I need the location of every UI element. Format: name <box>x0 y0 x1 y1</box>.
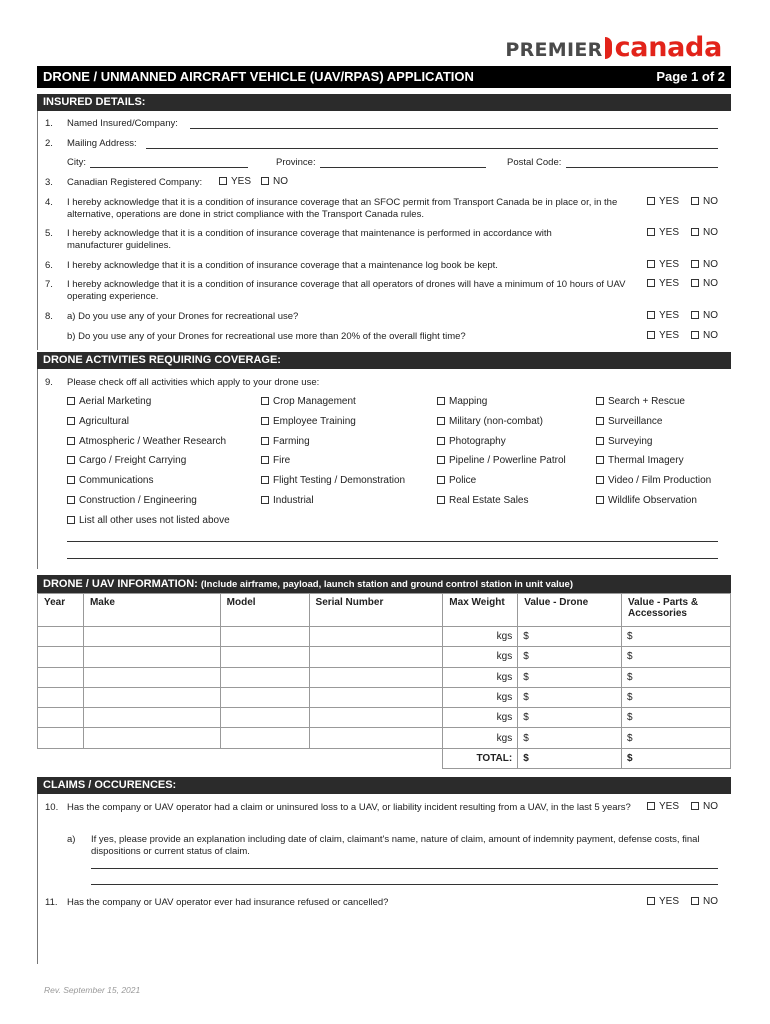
q11-label: Has the company or UAV operator ever had insurance refused or cancelled? <box>67 897 389 908</box>
q11-yes-checkbox[interactable] <box>647 897 655 905</box>
activity-checkbox[interactable] <box>596 437 604 445</box>
activity-checkbox[interactable] <box>261 496 269 504</box>
q11-no-checkbox[interactable] <box>691 897 699 905</box>
q3-yes-checkbox[interactable] <box>219 177 227 185</box>
activity-checkbox[interactable] <box>437 417 445 425</box>
q7-label: I hereby acknowledge that it is a condition of insurance coverage that all operators of drones will have a minimum of 10 hours of UAV operating experience. <box>67 279 626 302</box>
activity-checkbox[interactable] <box>67 417 75 425</box>
activity-label: Video / Film Production <box>608 475 712 487</box>
other-uses-line-1[interactable] <box>67 541 718 542</box>
activity-option[interactable] <box>261 475 405 486</box>
q8a-yes-option[interactable]: YES <box>647 310 683 321</box>
section-left-rule <box>37 794 38 964</box>
uav-cell[interactable] <box>220 667 309 687</box>
uav-cell[interactable] <box>220 708 309 728</box>
title-bar <box>37 66 731 88</box>
q8b-no-option[interactable]: NO <box>691 330 722 341</box>
uav-cell[interactable]: $ <box>622 728 731 748</box>
q3-no-option[interactable]: NO <box>261 176 292 187</box>
activity-checkbox[interactable] <box>437 437 445 445</box>
uav-table-header <box>38 594 731 627</box>
total-row <box>38 748 731 768</box>
q5-no-checkbox[interactable] <box>691 228 699 236</box>
uav-column-header: Value - Drone <box>518 594 622 627</box>
q7-number: 7. <box>45 279 53 290</box>
activity-checkbox[interactable] <box>261 456 269 464</box>
q10-label: Has the company or UAV operator had a claim or uninsured loss to a UAV, or liability incident resulting from a UAV, in the last 5 years? <box>67 802 631 813</box>
activity-checkbox[interactable] <box>67 397 75 405</box>
uav-cell[interactable] <box>38 728 84 748</box>
activity-label: Fire <box>273 455 291 467</box>
uav-cell[interactable] <box>220 647 309 667</box>
section-drone-activities <box>37 352 731 369</box>
activity-option[interactable] <box>596 436 652 447</box>
activity-label: Flight Testing / Demonstration <box>273 475 406 487</box>
activity-option[interactable] <box>67 495 197 506</box>
logo-swoosh-icon <box>605 37 612 59</box>
activity-option[interactable] <box>437 416 543 427</box>
activity-checkbox[interactable] <box>596 456 604 464</box>
uav-cell[interactable]: $ <box>518 748 622 768</box>
q11-no-option[interactable]: NO <box>691 896 722 907</box>
q8b-yes-option[interactable]: YES <box>647 330 683 341</box>
q2-number: 2. <box>45 138 53 149</box>
premier-canada-logo <box>505 32 722 63</box>
uav-cell[interactable]: $ <box>622 708 731 728</box>
uav-cell[interactable] <box>38 627 84 647</box>
activity-option[interactable] <box>261 455 290 466</box>
activity-checkbox[interactable] <box>596 417 604 425</box>
activity-checkbox[interactable] <box>437 397 445 405</box>
q6-label: I hereby acknowledge that it is a condition of insurance coverage that a maintenance log book be kept. <box>67 260 498 271</box>
q10-yes-option[interactable]: YES <box>647 801 683 812</box>
activity-label: List all other uses not listed above <box>79 514 230 526</box>
activity-label: Real Estate Sales <box>449 495 529 506</box>
activity-checkbox[interactable] <box>67 496 75 504</box>
activity-label: Crop Management <box>273 396 356 407</box>
activity-label: Construction / Engineering <box>79 495 197 506</box>
uav-column-header: Year <box>38 594 84 627</box>
activity-checkbox[interactable] <box>67 456 75 464</box>
uav-column-header: Serial Number <box>309 594 443 627</box>
q8a-label: a) Do you use any of your Drones for recreational use? <box>67 311 299 322</box>
activity-checkbox[interactable] <box>261 397 269 405</box>
uav-cell[interactable]: $ <box>518 728 622 748</box>
city-field[interactable] <box>90 167 248 168</box>
q3-yes-option[interactable]: YES <box>219 176 255 187</box>
activity-option[interactable] <box>67 416 129 427</box>
activity-label: Agricultural <box>79 415 130 427</box>
activity-option[interactable] <box>67 436 226 447</box>
q4-no-checkbox[interactable] <box>691 197 699 205</box>
uav-cell[interactable] <box>38 687 84 707</box>
activity-option[interactable] <box>596 475 711 486</box>
q10-no-option[interactable]: NO <box>691 801 722 812</box>
section-heading: INSURED DETAILS: <box>43 96 146 108</box>
uav-cell[interactable] <box>309 728 443 748</box>
activity-option[interactable] <box>67 396 151 407</box>
q8a-yes-checkbox[interactable] <box>647 311 655 319</box>
province-field[interactable] <box>320 167 486 168</box>
q5-label: I hereby acknowledge that it is a condition of insurance coverage that maintenance is performed in accordance with manufacturer guidelines. <box>67 228 552 251</box>
q7-no-option[interactable]: NO <box>691 278 722 289</box>
uav-cell[interactable]: kgs <box>443 647 518 667</box>
section-subheading: (Include airframe, payload, launch station and ground control station in unit value) <box>200 579 573 590</box>
activity-label: Police <box>449 475 477 487</box>
uav-cell[interactable] <box>220 728 309 748</box>
page-title: DRONE / UNMANNED AIRCRAFT VEHICLE (UAV/RPAS) APPLICATION <box>43 69 474 84</box>
q5-no-option[interactable]: NO <box>691 227 722 238</box>
mailing-address-field[interactable] <box>146 148 718 149</box>
uav-cell[interactable] <box>309 687 443 707</box>
q5-number: 5. <box>45 228 53 239</box>
uav-cell[interactable] <box>83 687 220 707</box>
activity-option[interactable] <box>261 495 314 506</box>
section-claims <box>37 777 731 794</box>
activity-option[interactable] <box>437 436 506 447</box>
q4-label: I hereby acknowledge that it is a condition of insurance coverage that an SFOC permit from Transport Canada be in place or, in the alternative, operations are done in strict compliance with the Transport Canada rules. <box>67 197 618 220</box>
q10-yes-checkbox[interactable] <box>647 802 655 810</box>
uav-cell[interactable]: $ <box>518 667 622 687</box>
uav-cell[interactable] <box>38 667 84 687</box>
activity-label: Employee Training <box>273 415 356 427</box>
activity-label: Thermal Imagery <box>608 455 684 467</box>
section-heading: CLAIMS / OCCURENCES: <box>43 779 177 791</box>
table-row <box>38 647 731 667</box>
activity-option[interactable] <box>437 475 476 486</box>
uav-cell <box>38 748 84 768</box>
activity-option[interactable] <box>596 416 662 427</box>
q5-yes-checkbox[interactable] <box>647 228 655 236</box>
q10-number: 10. <box>45 802 59 813</box>
activity-option[interactable] <box>67 455 186 466</box>
q11-number: 11. <box>45 897 58 908</box>
uav-cell[interactable] <box>220 627 309 647</box>
section-left-rule <box>37 369 38 569</box>
q4-yes-option[interactable]: YES <box>647 196 683 207</box>
activity-option[interactable] <box>261 396 356 407</box>
q11-yes-option[interactable]: YES <box>647 896 683 907</box>
activity-label: Wildlife Observation <box>608 495 697 506</box>
uav-cell[interactable] <box>220 687 309 707</box>
logo-canada: canada <box>614 32 722 63</box>
activity-checkbox[interactable] <box>596 496 604 504</box>
activity-label: Surveillance <box>608 415 663 427</box>
uav-cell[interactable]: kgs <box>443 687 518 707</box>
uav-cell[interactable]: $ <box>622 627 731 647</box>
uav-cell[interactable]: $ <box>622 647 731 667</box>
activity-option[interactable] <box>437 396 487 407</box>
activity-option[interactable] <box>261 416 356 427</box>
q7-no-checkbox[interactable] <box>691 279 699 287</box>
uav-cell[interactable]: kgs <box>443 708 518 728</box>
activity-checkbox[interactable] <box>67 476 75 484</box>
section-heading: DRONE / UAV INFORMATION: <box>43 578 198 590</box>
q8b-no-checkbox[interactable] <box>691 331 699 339</box>
uav-column-header: Model <box>220 594 309 627</box>
q8a-no-option[interactable]: NO <box>691 310 722 321</box>
uav-cell[interactable]: $ <box>518 627 622 647</box>
activity-label: Pipeline / Powerline Patrol <box>449 455 566 467</box>
q4-number: 4. <box>45 197 53 208</box>
activity-label: Photography <box>449 435 506 447</box>
activity-option[interactable] <box>596 495 697 506</box>
uav-cell[interactable] <box>83 667 220 687</box>
q8a-no-checkbox[interactable] <box>691 311 699 319</box>
uav-column-header: Value - Parts & Accessories <box>622 594 731 627</box>
section-insured-details <box>37 94 731 111</box>
q6-number: 6. <box>45 260 53 271</box>
activity-option[interactable] <box>437 495 529 506</box>
q6-no-option[interactable]: NO <box>691 259 722 270</box>
activity-checkbox[interactable] <box>437 496 445 504</box>
uav-cell <box>309 748 443 768</box>
activity-checkbox[interactable] <box>261 476 269 484</box>
activity-checkbox[interactable] <box>437 476 445 484</box>
uav-cell[interactable]: $ <box>518 687 622 707</box>
revision-date: Rev. September 15, 2021 <box>44 985 141 995</box>
activity-option[interactable] <box>67 475 153 486</box>
claims-explanation-line-2[interactable] <box>91 884 718 885</box>
uav-cell[interactable]: kgs <box>443 667 518 687</box>
other-uses-line-2[interactable] <box>67 558 718 559</box>
uav-column-header: Max Weight <box>443 594 518 627</box>
activity-option[interactable] <box>596 396 685 407</box>
q1-label: Named Insured/Company: <box>67 118 178 129</box>
table-row <box>38 728 731 748</box>
uav-cell <box>83 748 220 768</box>
uav-cell <box>220 748 309 768</box>
activity-label: Cargo / Freight Carrying <box>79 455 187 467</box>
q3-number: 3. <box>45 177 53 188</box>
table-row <box>38 708 731 728</box>
q10a-label: If yes, please provide an explanation including date of claim, claimant's name, nature of claim, amount of indemnity payment, defense costs, final dispositions or current status of claim. <box>91 834 700 857</box>
uav-cell[interactable]: $ <box>518 647 622 667</box>
section-uav-information <box>37 575 731 593</box>
activity-label: Industrial <box>273 495 314 506</box>
uav-table <box>37 593 731 769</box>
uav-cell[interactable] <box>38 708 84 728</box>
activity-label: Communications <box>79 475 154 487</box>
uav-cell[interactable]: $ <box>518 708 622 728</box>
q1-number: 1. <box>45 118 53 129</box>
q7-yes-option[interactable]: YES <box>647 278 683 289</box>
q2-label: Mailing Address: <box>67 138 137 149</box>
activity-option[interactable] <box>596 455 684 466</box>
activity-checkbox[interactable] <box>261 417 269 425</box>
activity-option[interactable] <box>67 515 230 526</box>
q6-no-checkbox[interactable] <box>691 260 699 268</box>
uav-cell[interactable] <box>83 647 220 667</box>
table-row <box>38 687 731 707</box>
activity-checkbox[interactable] <box>437 456 445 464</box>
activity-checkbox[interactable] <box>67 437 75 445</box>
uav-cell[interactable] <box>309 708 443 728</box>
postal-code-field[interactable] <box>566 167 718 168</box>
q8b-yes-checkbox[interactable] <box>647 331 655 339</box>
province-label: Province: <box>276 157 316 168</box>
q10a-number: a) <box>67 834 76 845</box>
page-number: Page 1 of 2 <box>656 69 725 84</box>
activity-label: Military (non-combat) <box>449 415 543 427</box>
named-insured-field[interactable] <box>190 128 718 129</box>
uav-cell[interactable]: $ <box>622 687 731 707</box>
uav-cell[interactable]: $ <box>622 667 731 687</box>
q3-no-checkbox[interactable] <box>261 177 269 185</box>
uav-cell[interactable] <box>83 708 220 728</box>
q9-label: Please check off all activities which apply to your drone use: <box>67 377 320 388</box>
q8b-label: b) Do you use any of your Drones for recreational use more than 20% of the overall flight time? <box>67 331 466 342</box>
uav-cell[interactable] <box>83 627 220 647</box>
q4-no-option[interactable]: NO <box>691 196 722 207</box>
activity-label: Search + Rescue <box>608 396 685 407</box>
q10-no-checkbox[interactable] <box>691 802 699 810</box>
q6-yes-option[interactable]: YES <box>647 259 683 270</box>
q5-yes-option[interactable]: YES <box>647 227 683 238</box>
logo-premier: PREMIER <box>505 39 603 61</box>
activity-option[interactable] <box>437 455 566 466</box>
postal-code-label: Postal Code: <box>507 157 562 168</box>
activity-label: Farming <box>273 435 310 447</box>
uav-cell[interactable] <box>83 728 220 748</box>
uav-cell[interactable] <box>309 667 443 687</box>
activity-label: Mapping <box>449 396 488 407</box>
activity-checkbox[interactable] <box>261 437 269 445</box>
uav-column-header: Make <box>83 594 220 627</box>
claims-explanation-line-1[interactable] <box>91 868 718 869</box>
activity-checkbox[interactable] <box>596 476 604 484</box>
uav-cell[interactable] <box>38 647 84 667</box>
activity-label: Aerial Marketing <box>79 396 152 407</box>
uav-cell[interactable] <box>309 647 443 667</box>
section-heading: DRONE ACTIVITIES REQUIRING COVERAGE: <box>43 354 281 366</box>
q7-yes-checkbox[interactable] <box>647 279 655 287</box>
city-label: City: <box>67 157 86 168</box>
activity-checkbox[interactable] <box>596 397 604 405</box>
uav-table-body <box>38 627 731 769</box>
uav-cell[interactable]: $ <box>622 748 731 768</box>
q3-label: Canadian Registered Company: <box>67 177 203 188</box>
q4-yes-checkbox[interactable] <box>647 197 655 205</box>
table-row <box>38 627 731 647</box>
activity-label: Surveying <box>608 435 653 447</box>
uav-cell[interactable]: kgs <box>443 627 518 647</box>
q6-yes-checkbox[interactable] <box>647 260 655 268</box>
uav-cell[interactable]: kgs <box>443 728 518 748</box>
activity-label: Atmospheric / Weather Research <box>79 435 227 447</box>
table-row <box>38 667 731 687</box>
total-label: TOTAL: <box>443 748 518 768</box>
q8-number: 8. <box>45 311 53 322</box>
section-left-rule <box>37 111 38 350</box>
q9-number: 9. <box>45 377 53 388</box>
activity-checkbox[interactable] <box>67 516 75 524</box>
uav-cell[interactable] <box>309 627 443 647</box>
activity-option[interactable] <box>261 436 310 447</box>
